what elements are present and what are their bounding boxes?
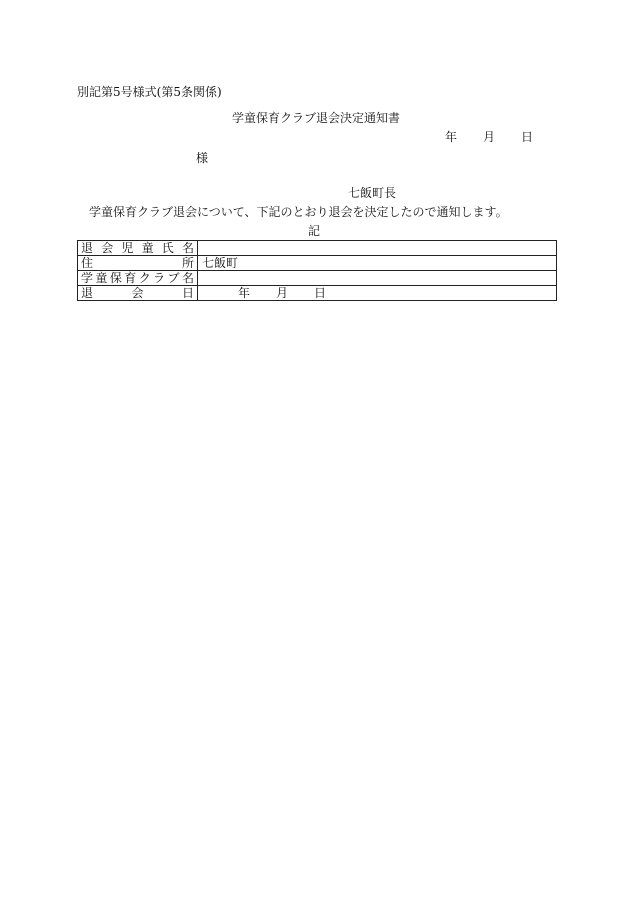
row-value bbox=[198, 271, 557, 286]
label-char: ブ bbox=[167, 271, 180, 285]
label-char: 氏 bbox=[161, 241, 174, 255]
label-char: 童 bbox=[141, 241, 154, 255]
row-value-text: 七飯町 bbox=[202, 256, 239, 270]
label-char: 育 bbox=[124, 271, 137, 285]
date-value-month: 月 bbox=[276, 286, 289, 300]
label-char: 名 bbox=[181, 271, 194, 285]
label-char: 日 bbox=[181, 286, 194, 300]
label-char: 児 bbox=[121, 241, 134, 255]
date-day: 日 bbox=[521, 130, 534, 144]
date-value-year: 年 bbox=[238, 286, 251, 300]
date-year: 年 bbox=[445, 130, 458, 144]
issuer-name: 七飯町長 bbox=[348, 186, 397, 200]
label-char: 会 bbox=[131, 286, 144, 300]
addressee-suffix: 様 bbox=[196, 151, 209, 165]
row-label bbox=[78, 241, 198, 256]
withdrawal-date-row bbox=[78, 286, 557, 301]
document-title: 学童保育クラブ退会決定通知書 bbox=[232, 111, 401, 125]
label-char: 学 bbox=[81, 271, 94, 285]
label-char: 退 bbox=[81, 241, 94, 255]
row-label bbox=[78, 286, 198, 301]
detail-table bbox=[77, 240, 557, 301]
row-value bbox=[198, 256, 557, 271]
row-value bbox=[198, 241, 557, 256]
address-row bbox=[78, 256, 557, 271]
label-char: ク bbox=[138, 271, 151, 285]
label-char: ラ bbox=[153, 271, 166, 285]
student-name-row bbox=[78, 241, 557, 256]
label-char: 会 bbox=[101, 241, 114, 255]
notice-body-text: 学童保育クラブ退会について、下記のとおり退会を決定したので通知します。 bbox=[89, 205, 508, 219]
date-value-day: 日 bbox=[314, 286, 327, 300]
row-value bbox=[198, 286, 557, 301]
row-label bbox=[78, 256, 198, 271]
club-name-row bbox=[78, 271, 557, 286]
issue-date-line bbox=[445, 130, 533, 144]
label-char: 名 bbox=[181, 241, 194, 255]
label-char: 住 bbox=[81, 256, 94, 270]
row-label bbox=[78, 271, 198, 286]
label-char: 退 bbox=[81, 286, 94, 300]
ki-label: 記 bbox=[308, 224, 321, 238]
label-char: 所 bbox=[181, 256, 194, 270]
label-char: 童 bbox=[95, 271, 108, 285]
date-month: 月 bbox=[483, 130, 496, 144]
form-reference: 別記第5号様式(第5条関係) bbox=[77, 85, 222, 99]
label-char: 保 bbox=[109, 271, 122, 285]
